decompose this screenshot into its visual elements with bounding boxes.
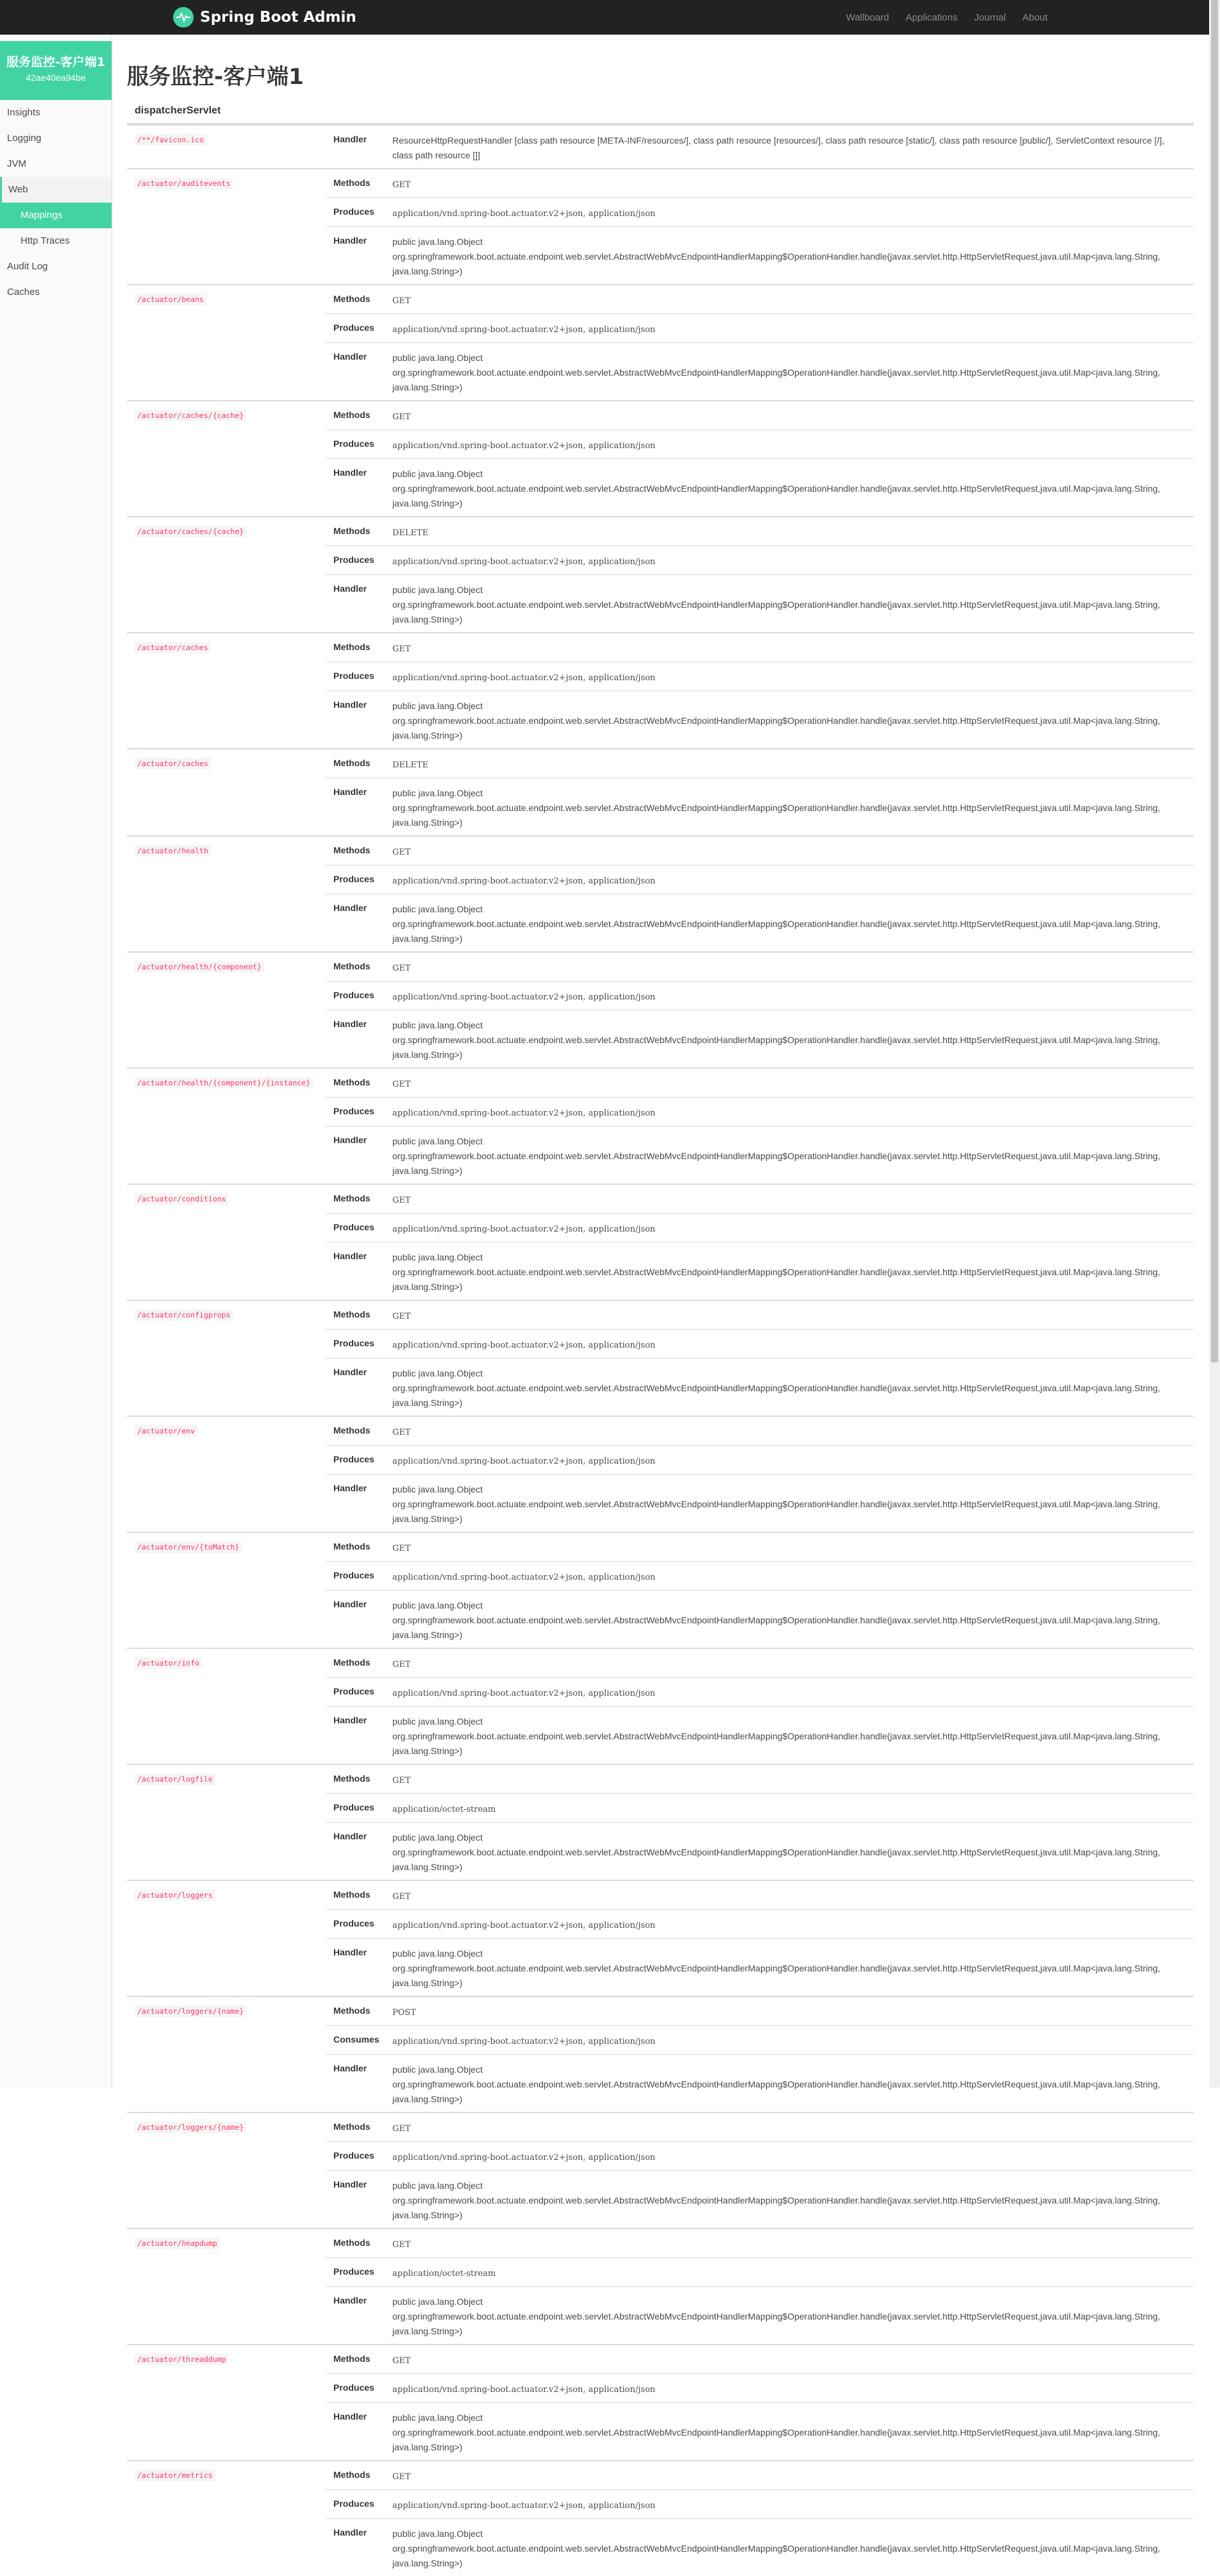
instance-id: 42ae40ea94be [0,72,112,83]
table-row [127,517,1194,546]
mapping-value-text: application/octet-stream [392,1805,496,1814]
table-row [127,1184,1194,1214]
mapping-key: Handler [326,1591,387,1649]
mapping-key: Methods [326,1648,387,1678]
table-row [127,633,1194,662]
mapping-value [387,894,1194,953]
mapping-key: Produces [326,2490,387,2519]
mapping-value-text: POST [392,2008,416,2018]
mapping-value [387,2229,1194,2258]
mapping-value [387,1996,1194,2026]
mapping-value [387,2055,1194,2113]
mapping-value [387,2374,1194,2403]
nav-applications[interactable]: Applications [906,12,958,23]
mapping-key: Methods [326,1184,387,1214]
mapping-value [387,1591,1194,1649]
mapping-value-text: application/vnd.spring-boot.actuator.v2+json, application/json [392,1108,655,1118]
mapping-value-text: public java.lang.Object org.springframework.boot.actuate.endpoint.web.servlet.AbstractWebMvcEndpointHandlerMapping$OperationHandler.handle(javax.servlet.http.HttpServletRequest,java.util.Map<java.lang.String, java.lang.String>) [392,904,1160,944]
pattern-cell [127,1532,326,1648]
mapping-value [387,1648,1194,1678]
mapping-key: Produces [326,546,387,575]
sidebar-item-caches[interactable]: Caches [0,280,112,305]
mapping-value-text: public java.lang.Object org.springframework.boot.actuate.endpoint.web.servlet.AbstractWebMvcEndpointHandlerMapping$OperationHandler.handle(javax.servlet.http.HttpServletRequest,java.util.Map<java.lang.String, java.lang.String>) [392,1716,1160,1756]
pattern-cell [127,2229,326,2345]
mapping-key: Methods [326,1068,387,1098]
mapping-value [387,1764,1194,1794]
mapping-value-text: public java.lang.Object org.springframework.boot.actuate.endpoint.web.servlet.AbstractWebMvcEndpointHandlerMapping$OperationHandler.handle(javax.servlet.http.HttpServletRequest,java.util.Map<java.lang.String, java.lang.String>) [392,2064,1160,2104]
mapping-key: Methods [326,952,387,982]
mapping-value [387,2490,1194,2519]
mapping-value-text: ResourceHttpRequestHandler [class path resource [META-INF/resources/], class path resource [resources/], class path resource [static/], class path resource [public/], ServletContext resource [/], class path resource []] [392,135,1164,160]
mapping-value-text: DELETE [392,760,428,770]
mapping-key: Handler [326,1823,387,1881]
mapping-value [387,1532,1194,1562]
mapping-value [387,1184,1194,1214]
mapping-pattern: /actuator/metrics [135,2470,215,2481]
pattern-cell [127,952,326,1068]
mapping-value [387,2403,1194,2461]
table-row [127,952,1194,982]
brand-title: Spring Boot Admin [200,9,356,26]
mapping-key: Handler [326,1359,387,1417]
mapping-value [387,662,1194,691]
mapping-value-text: application/vnd.spring-boot.actuator.v2+json, application/json [392,1225,655,1234]
mapping-value [387,2345,1194,2374]
mapping-key: Produces [326,314,387,343]
pattern-cell [127,169,326,285]
pattern-cell [127,749,326,836]
table-row [127,2461,1194,2490]
mapping-key: Methods [326,2229,387,2258]
nav-journal[interactable]: Journal [974,12,1006,23]
mapping-key: Consumes [326,2026,387,2055]
sidebar-item-jvm[interactable]: JVM [0,151,112,177]
mapping-value [387,1359,1194,1417]
mapping-value [387,125,1194,169]
mapping-value-text: public java.lang.Object org.springframework.boot.actuate.endpoint.web.servlet.AbstractWebMvcEndpointHandlerMapping$OperationHandler.handle(javax.servlet.http.HttpServletRequest,java.util.Map<java.lang.String, java.lang.String>) [392,1368,1160,1408]
instance-name: 服务监控-客户端1 [0,53,112,70]
brand[interactable] [173,6,356,28]
mapping-value-text: GET [392,1776,411,1786]
mapping-value [387,169,1194,198]
mapping-value [387,1707,1194,1765]
mapping-value-text: application/octet-stream [392,2269,496,2279]
mapping-value-text: GET [392,412,411,422]
pattern-cell [127,2345,326,2461]
mapping-key: Produces [326,1562,387,1591]
table-row [127,169,1194,198]
table-row [127,1532,1194,1562]
mapping-value [387,1446,1194,1475]
mapping-key: Handler [326,125,387,169]
mapping-value-text: GET [392,2356,411,2366]
mapping-pattern: /actuator/logfile [135,1773,215,1785]
mapping-key: Handler [326,1010,387,1069]
sidebar-item-audit-log[interactable]: Audit Log [0,254,112,280]
mapping-value [387,2287,1194,2345]
mapping-value [387,1475,1194,1533]
table-row [127,1996,1194,2026]
mapping-key: Produces [326,866,387,894]
mapping-key: Produces [326,1214,387,1242]
mapping-key: Produces [326,2374,387,2403]
mapping-value [387,1098,1194,1126]
mapping-pattern: /actuator/env/{toMatch} [135,1541,242,1553]
sidebar-item-web[interactable]: Web [0,177,112,203]
mapping-pattern: /actuator/health/{component} [135,961,264,973]
mapping-key: Produces [326,198,387,227]
mapping-key: Produces [326,1794,387,1823]
mappings-table [127,124,1194,2576]
mapping-value-text: GET [392,296,411,306]
mapping-key: Produces [326,1330,387,1359]
mapping-value-text: GET [392,2472,411,2482]
mapping-value-text: public java.lang.Object org.springframework.boot.actuate.endpoint.web.servlet.AbstractWebMvcEndpointHandlerMapping$OperationHandler.handle(javax.servlet.http.HttpServletRequest,java.util.Map<java.lang.String, java.lang.String>) [392,1600,1160,1640]
pattern-cell [127,1648,326,1764]
mapping-value-text: public java.lang.Object org.springframework.boot.actuate.endpoint.web.servlet.AbstractWebMvcEndpointHandlerMapping$OperationHandler.handle(javax.servlet.http.HttpServletRequest,java.util.Map<java.lang.String, java.lang.String>) [392,585,1160,624]
mapping-value [387,633,1194,662]
table-row [127,2112,1194,2142]
mapping-key: Methods [326,2345,387,2374]
mapping-value-text: public java.lang.Object org.springframework.boot.actuate.endpoint.web.servlet.AbstractWebMvcEndpointHandlerMapping$OperationHandler.handle(javax.servlet.http.HttpServletRequest,java.util.Map<java.lang.String, java.lang.String>) [392,1252,1160,1292]
mapping-key: Methods [326,169,387,198]
mapping-value [387,2258,1194,2287]
mapping-value-text: GET [392,644,411,654]
mapping-value-text: public java.lang.Object org.springframework.boot.actuate.endpoint.web.servlet.AbstractWebMvcEndpointHandlerMapping$OperationHandler.handle(javax.servlet.http.HttpServletRequest,java.util.Map<java.lang.String, java.lang.String>) [392,1948,1160,1988]
nav-wallboard[interactable]: Wallboard [846,12,889,23]
sidebar-item-http-traces[interactable]: Http Traces [0,228,112,254]
mapping-key: Handler [326,1126,387,1185]
mapping-pattern: /actuator/caches [135,642,211,653]
pattern-cell [127,517,326,633]
mapping-value-text: application/vnd.spring-boot.actuator.v2+json, application/json [392,876,655,886]
mapping-pattern: /actuator/loggers/{name} [135,2121,246,2133]
mapping-key: Produces [326,1098,387,1126]
mapping-value [387,749,1194,778]
mapping-key: Handler [326,227,387,285]
mapping-value-text: public java.lang.Object org.springframework.boot.actuate.endpoint.web.servlet.AbstractWebMvcEndpointHandlerMapping$OperationHandler.handle(javax.servlet.http.HttpServletRequest,java.util.Map<java.lang.String, java.lang.String>) [392,2296,1160,2336]
pattern-cell [127,1764,326,1880]
mapping-value-text: application/vnd.spring-boot.actuator.v2+json, application/json [392,673,655,683]
mapping-value-text: application/vnd.spring-boot.actuator.v2+json, application/json [392,2385,655,2395]
mapping-key: Methods [326,749,387,778]
mapping-value [387,952,1194,982]
mapping-value-text: public java.lang.Object org.springframework.boot.actuate.endpoint.web.servlet.AbstractWebMvcEndpointHandlerMapping$OperationHandler.handle(javax.servlet.http.HttpServletRequest,java.util.Map<java.lang.String, java.lang.String>) [392,237,1160,276]
mapping-value-text: GET [392,1196,411,1205]
top-navbar [0,0,1209,35]
mapping-key: Handler [326,2055,387,2113]
mapping-pattern: /actuator/health/{component}/{instance} [135,1077,313,1089]
mapping-key: Handler [326,778,387,837]
mapping-value [387,1910,1194,1939]
pattern-cell [127,1996,326,2112]
mapping-key: Methods [326,401,387,430]
mapping-value-text: application/vnd.spring-boot.actuator.v2+json, application/json [392,2153,655,2162]
mapping-value [387,1939,1194,1997]
heartbeat-logo-icon [173,7,194,28]
mapping-value-text: public java.lang.Object org.springframework.boot.actuate.endpoint.web.servlet.AbstractWebMvcEndpointHandlerMapping$OperationHandler.handle(javax.servlet.http.HttpServletRequest,java.util.Map<java.lang.String, java.lang.String>) [392,353,1160,392]
instance-header[interactable] [0,41,112,100]
mapping-value-text: application/vnd.spring-boot.actuator.v2+json, application/json [392,441,655,451]
mapping-key: Handler [326,691,387,749]
mapping-value-text: GET [392,1660,411,1669]
table-row [127,836,1194,866]
mapping-value [387,2142,1194,2171]
mapping-value [387,2461,1194,2490]
mapping-key: Methods [326,633,387,662]
mapping-value-text: application/vnd.spring-boot.actuator.v2+json, application/json [392,1573,655,1582]
mapping-value [387,401,1194,430]
mapping-pattern: /actuator/conditions [135,1193,228,1205]
mapping-key: Methods [326,285,387,314]
pattern-cell [127,2461,326,2576]
mapping-pattern: /**/favicon.ico [135,134,206,146]
mapping-key: Produces [326,430,387,459]
main-content [127,35,1194,2576]
mapping-pattern: /actuator/env [135,1425,197,1437]
mapping-value [387,1242,1194,1301]
table-row [127,1068,1194,1098]
mapping-key: Methods [326,1416,387,1446]
mapping-value-text: GET [392,2240,411,2250]
pattern-cell [127,1068,326,1184]
mapping-key: Produces [326,662,387,691]
mapping-pattern: /actuator/caches [135,758,211,769]
mapping-value-text: application/vnd.spring-boot.actuator.v2+json, application/json [392,1341,655,1350]
mapping-value [387,2171,1194,2229]
mapping-pattern: /actuator/configprops [135,1309,233,1321]
mapping-pattern: /actuator/heapdump [135,2237,220,2249]
mapping-key: Handler [326,2287,387,2345]
mapping-value [387,982,1194,1010]
table-row [127,2345,1194,2374]
mapping-key: Methods [326,1532,387,1562]
mapping-value [387,343,1194,401]
pattern-cell [127,401,326,517]
mapping-key: Methods [326,2112,387,2142]
mapping-value [387,2112,1194,2142]
mapping-value-text: public java.lang.Object org.springframework.boot.actuate.endpoint.web.servlet.AbstractWebMvcEndpointHandlerMapping$OperationHandler.handle(javax.servlet.http.HttpServletRequest,java.util.Map<java.lang.String, java.lang.String>) [392,2180,1160,2220]
mapping-value [387,836,1194,866]
pattern-cell [127,1416,326,1532]
page-title: 服务监控-客户端1 [127,59,1194,91]
mapping-key: Produces [326,1446,387,1475]
mapping-value [387,459,1194,517]
table-row [127,285,1194,314]
mapping-value-text: GET [392,180,411,190]
mapping-value-text: application/vnd.spring-boot.actuator.v2+json, application/json [392,557,655,567]
pattern-cell [127,285,326,401]
mapping-value [387,198,1194,227]
mapping-value-text: GET [392,2124,411,2134]
mapping-key: Handler [326,1707,387,1765]
table-row [127,749,1194,778]
mapping-value [387,866,1194,894]
table-row [127,2229,1194,2258]
mapping-pattern: /actuator/beans [135,294,206,305]
mapping-value-text: application/vnd.spring-boot.actuator.v2+json, application/json [392,992,655,1002]
mapping-key: Handler [326,343,387,401]
mapping-value-text: public java.lang.Object org.springframework.boot.actuate.endpoint.web.servlet.AbstractWebMvcEndpointHandlerMapping$OperationHandler.handle(javax.servlet.http.HttpServletRequest,java.util.Map<java.lang.String, java.lang.String>) [392,1484,1160,1524]
mapping-pattern: /actuator/caches/{cache} [135,526,246,537]
nav-links [846,0,1048,35]
mapping-value-text: public java.lang.Object org.springframework.boot.actuate.endpoint.web.servlet.AbstractWebMvcEndpointHandlerMapping$OperationHandler.handle(javax.servlet.http.HttpServletRequest,java.util.Map<java.lang.String, java.lang.String>) [392,2413,1160,2452]
mapping-value [387,1010,1194,1069]
mapping-pattern: /actuator/health [135,845,211,857]
mapping-key: Methods [326,517,387,546]
mapping-pattern: /actuator/loggers/{name} [135,2005,246,2017]
sidebar-item-logging[interactable]: Logging [0,126,112,151]
mapping-value [387,1823,1194,1881]
mapping-value-text: application/vnd.spring-boot.actuator.v2+json, application/json [392,2037,655,2046]
table-row [127,1880,1194,1910]
mapping-value [387,430,1194,459]
nav-about[interactable]: About [1023,12,1048,23]
mapping-value [387,2519,1194,2576]
mapping-value-text: GET [392,1544,411,1553]
table-row [127,1764,1194,1794]
mapping-value-text: public java.lang.Object org.springframework.boot.actuate.endpoint.web.servlet.AbstractWebMvcEndpointHandlerMapping$OperationHandler.handle(javax.servlet.http.HttpServletRequest,java.util.Map<java.lang.String, java.lang.String>) [392,1832,1160,1872]
mapping-value-text: GET [392,848,411,857]
mapping-value [387,575,1194,633]
mapping-pattern: /actuator/loggers [135,1889,215,1901]
mapping-pattern: /actuator/caches/{cache} [135,410,246,421]
table-row [127,125,1194,169]
mapping-key: Handler [326,2519,387,2576]
scrollbar-thumb[interactable] [1211,0,1218,1362]
mapping-key: Produces [326,2142,387,2171]
mapping-value-text: application/vnd.spring-boot.actuator.v2+json, application/json [392,1921,655,1930]
mapping-value [387,1562,1194,1591]
mapping-value [387,2026,1194,2055]
mapping-key: Produces [326,1678,387,1707]
mapping-value [387,1126,1194,1185]
table-row [127,401,1194,430]
mapping-value [387,778,1194,837]
mapping-value [387,546,1194,575]
mapping-value [387,227,1194,285]
mapping-value [387,1794,1194,1823]
mapping-value-text: public java.lang.Object org.springframework.boot.actuate.endpoint.web.servlet.AbstractWebMvcEndpointHandlerMapping$OperationHandler.handle(javax.servlet.http.HttpServletRequest,java.util.Map<java.lang.String, java.lang.String>) [392,2529,1160,2568]
mapping-value [387,1300,1194,1330]
mapping-key: Produces [326,982,387,1010]
mapping-value [387,1416,1194,1446]
table-row [127,1648,1194,1678]
mapping-value [387,1880,1194,1910]
mapping-value-text: public java.lang.Object org.springframework.boot.actuate.endpoint.web.servlet.AbstractWebMvcEndpointHandlerMapping$OperationHandler.handle(javax.servlet.http.HttpServletRequest,java.util.Map<java.lang.String, java.lang.String>) [392,788,1160,828]
mapping-key: Methods [326,1300,387,1330]
mapping-value [387,1678,1194,1707]
mapping-value [387,314,1194,343]
mapping-value-text: application/vnd.spring-boot.actuator.v2+json, application/json [392,325,655,335]
pattern-cell [127,1184,326,1300]
table-row [127,1300,1194,1330]
mapping-value-text: GET [392,1080,411,1089]
mapping-value-text: public java.lang.Object org.springframework.boot.actuate.endpoint.web.servlet.AbstractWebMvcEndpointHandlerMapping$OperationHandler.handle(javax.servlet.http.HttpServletRequest,java.util.Map<java.lang.String, java.lang.String>) [392,1136,1160,1176]
sidebar [0,35,112,2087]
mapping-value-text: GET [392,964,411,973]
mapping-value [387,1214,1194,1242]
mapping-value-text: public java.lang.Object org.springframework.boot.actuate.endpoint.web.servlet.AbstractWebMvcEndpointHandlerMapping$OperationHandler.handle(javax.servlet.http.HttpServletRequest,java.util.Map<java.lang.String, java.lang.String>) [392,701,1160,740]
sidebar-item-insights[interactable]: Insights [0,100,112,126]
mapping-value-text: GET [392,1428,411,1437]
mapping-key: Methods [326,1880,387,1910]
mapping-value [387,1330,1194,1359]
mapping-key: Handler [326,1475,387,1533]
mapping-value-text: GET [392,1312,411,1321]
sidebar-item-mappings[interactable]: Mappings [0,203,112,228]
mapping-key: Methods [326,836,387,866]
mapping-key: Handler [326,1242,387,1301]
mapping-value-text: application/vnd.spring-boot.actuator.v2+json, application/json [392,1689,655,1698]
mapping-key: Methods [326,2461,387,2490]
pattern-cell [127,836,326,952]
mapping-value-text: public java.lang.Object org.springframework.boot.actuate.endpoint.web.servlet.AbstractWebMvcEndpointHandlerMapping$OperationHandler.handle(javax.servlet.http.HttpServletRequest,java.util.Map<java.lang.String, java.lang.String>) [392,1020,1160,1060]
mapping-value-text: GET [392,1892,411,1902]
mapping-key: Handler [326,894,387,953]
servlet-title: dispatcherServlet [127,100,1194,124]
mapping-value-text: DELETE [392,528,428,538]
mapping-key: Handler [326,575,387,633]
mapping-key: Produces [326,2258,387,2287]
pattern-cell [127,125,326,169]
mapping-value [387,285,1194,314]
page-scrollbar[interactable] [1209,0,1220,2087]
mapping-key: Methods [326,1764,387,1794]
mapping-key: Handler [326,1939,387,1997]
mapping-key: Handler [326,2403,387,2461]
pattern-cell [127,1300,326,1416]
mapping-key: Produces [326,1910,387,1939]
mapping-key: Methods [326,1996,387,2026]
mapping-value [387,1068,1194,1098]
pattern-cell [127,633,326,749]
mapping-key: Handler [326,2171,387,2229]
mapping-pattern: /actuator/threaddump [135,2354,228,2365]
mapping-value [387,517,1194,546]
mapping-pattern: /actuator/auditevents [135,178,233,189]
mapping-key: Handler [326,459,387,517]
mapping-value [387,691,1194,749]
mapping-value-text: application/vnd.spring-boot.actuator.v2+json, application/json [392,2501,655,2511]
mapping-pattern: /actuator/info [135,1657,202,1669]
mapping-value-text: application/vnd.spring-boot.actuator.v2+json, application/json [392,1457,655,1466]
pattern-cell [127,2112,326,2229]
mapping-value-text: public java.lang.Object org.springframework.boot.actuate.endpoint.web.servlet.AbstractWebMvcEndpointHandlerMapping$OperationHandler.handle(javax.servlet.http.HttpServletRequest,java.util.Map<java.lang.String, java.lang.String>) [392,469,1160,508]
table-row [127,1416,1194,1446]
mapping-value-text: application/vnd.spring-boot.actuator.v2+json, application/json [392,209,655,219]
pattern-cell [127,1880,326,1996]
